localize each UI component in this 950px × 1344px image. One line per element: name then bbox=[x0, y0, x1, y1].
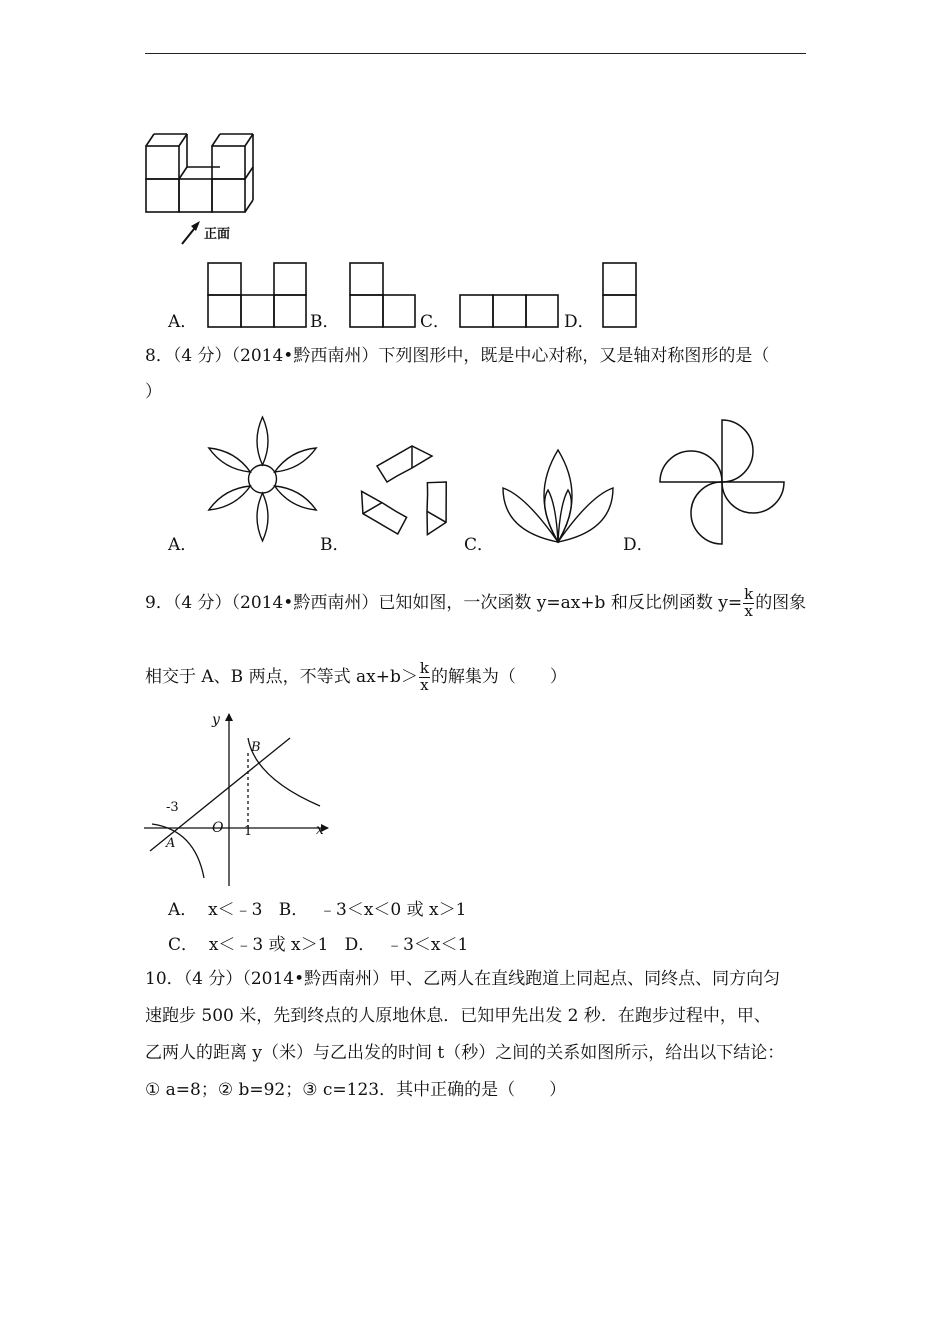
graph-y-label: y bbox=[212, 712, 220, 728]
header-rule bbox=[145, 53, 806, 54]
q8-option-c-label: C． bbox=[464, 535, 495, 555]
q7-option-c-view bbox=[459, 294, 559, 328]
graph-x-label: x bbox=[316, 822, 324, 838]
q8-figure-b-recycle bbox=[352, 444, 462, 544]
fraction-k-over-x bbox=[743, 587, 754, 620]
q10-text-line1: 10．（4 分）（2014•黔西南州）甲、乙两人在直线跑道上同起点、同终点、同方向匀 bbox=[145, 969, 781, 989]
fraction-numerator: k bbox=[419, 659, 429, 678]
graph-tick-1: 1 bbox=[244, 824, 253, 839]
q9-text-line2 bbox=[145, 658, 567, 696]
q8-text-line2: ） bbox=[145, 382, 162, 402]
fraction-denominator: x bbox=[744, 602, 753, 620]
q9-line2-pre: 相交于 A、B 两点，不等式 ax+b＞ bbox=[145, 667, 418, 687]
graph-point-a-label: A bbox=[166, 836, 176, 851]
q9-text-line1 bbox=[145, 584, 806, 622]
q9-function-graph bbox=[140, 708, 340, 888]
q8-text-line1: 8．（4 分）（2014•黔西南州）下列图形中，既是中心对称，又是轴对称图形的是（ bbox=[145, 346, 770, 366]
q8-option-b-label: B． bbox=[320, 535, 350, 555]
q8-figure-a-flower bbox=[200, 414, 325, 544]
graph-origin-label: O bbox=[212, 820, 224, 836]
q8-option-a-label: A． bbox=[168, 535, 198, 555]
q8-option-d-label: D． bbox=[623, 535, 654, 555]
q10-text-line2: 速跑步 500 米，先到终点的人原地休息．已知甲先出发 2 秒．在跑步过程中，甲、 bbox=[145, 1006, 771, 1026]
q7-option-a-label: A． bbox=[168, 312, 198, 332]
graph-point-b-label: B bbox=[251, 740, 261, 755]
q7-option-b-view bbox=[349, 262, 417, 328]
q10-text-line3: 乙两人的距离 y（米）与乙出发的时间 t（秒）之间的关系如图所示，给出以下结论： bbox=[145, 1043, 785, 1063]
q10-text-line4: ① a=8；② b=92；③ c=123．其中正确的是（ ） bbox=[145, 1080, 567, 1100]
q7-option-b-label: B． bbox=[310, 312, 340, 332]
q9-line1-post: 的图象 bbox=[755, 593, 807, 613]
q7-option-c-label: C． bbox=[420, 312, 451, 332]
q7-option-d-view bbox=[602, 262, 638, 328]
front-label: 正面 bbox=[204, 227, 231, 242]
q9-choices-row2: C． x＜﹣3 或 x＞1 D． ﹣3＜x＜1 bbox=[168, 935, 469, 955]
fraction-denominator: x bbox=[420, 676, 429, 694]
q9-choices-row1: A． x＜﹣3 B． ﹣3＜x＜0 或 x＞1 bbox=[168, 900, 467, 920]
q9-line1-pre: 9．（4 分）（2014•黔西南州）已知如图，一次函数 y=ax+b 和反比例函数 y= bbox=[145, 593, 743, 613]
q8-figure-d-pinwheel bbox=[657, 418, 787, 546]
q9-line2-post: 的解集为（ ） bbox=[430, 667, 567, 687]
q7-option-a-view bbox=[207, 262, 307, 328]
fraction-numerator: k bbox=[744, 585, 754, 604]
q7-option-d-label: D． bbox=[564, 312, 595, 332]
q8-figure-c-lotus bbox=[498, 446, 618, 546]
graph-tick-neg3: -3 bbox=[166, 800, 179, 815]
fraction-k-over-x-2 bbox=[419, 661, 430, 694]
